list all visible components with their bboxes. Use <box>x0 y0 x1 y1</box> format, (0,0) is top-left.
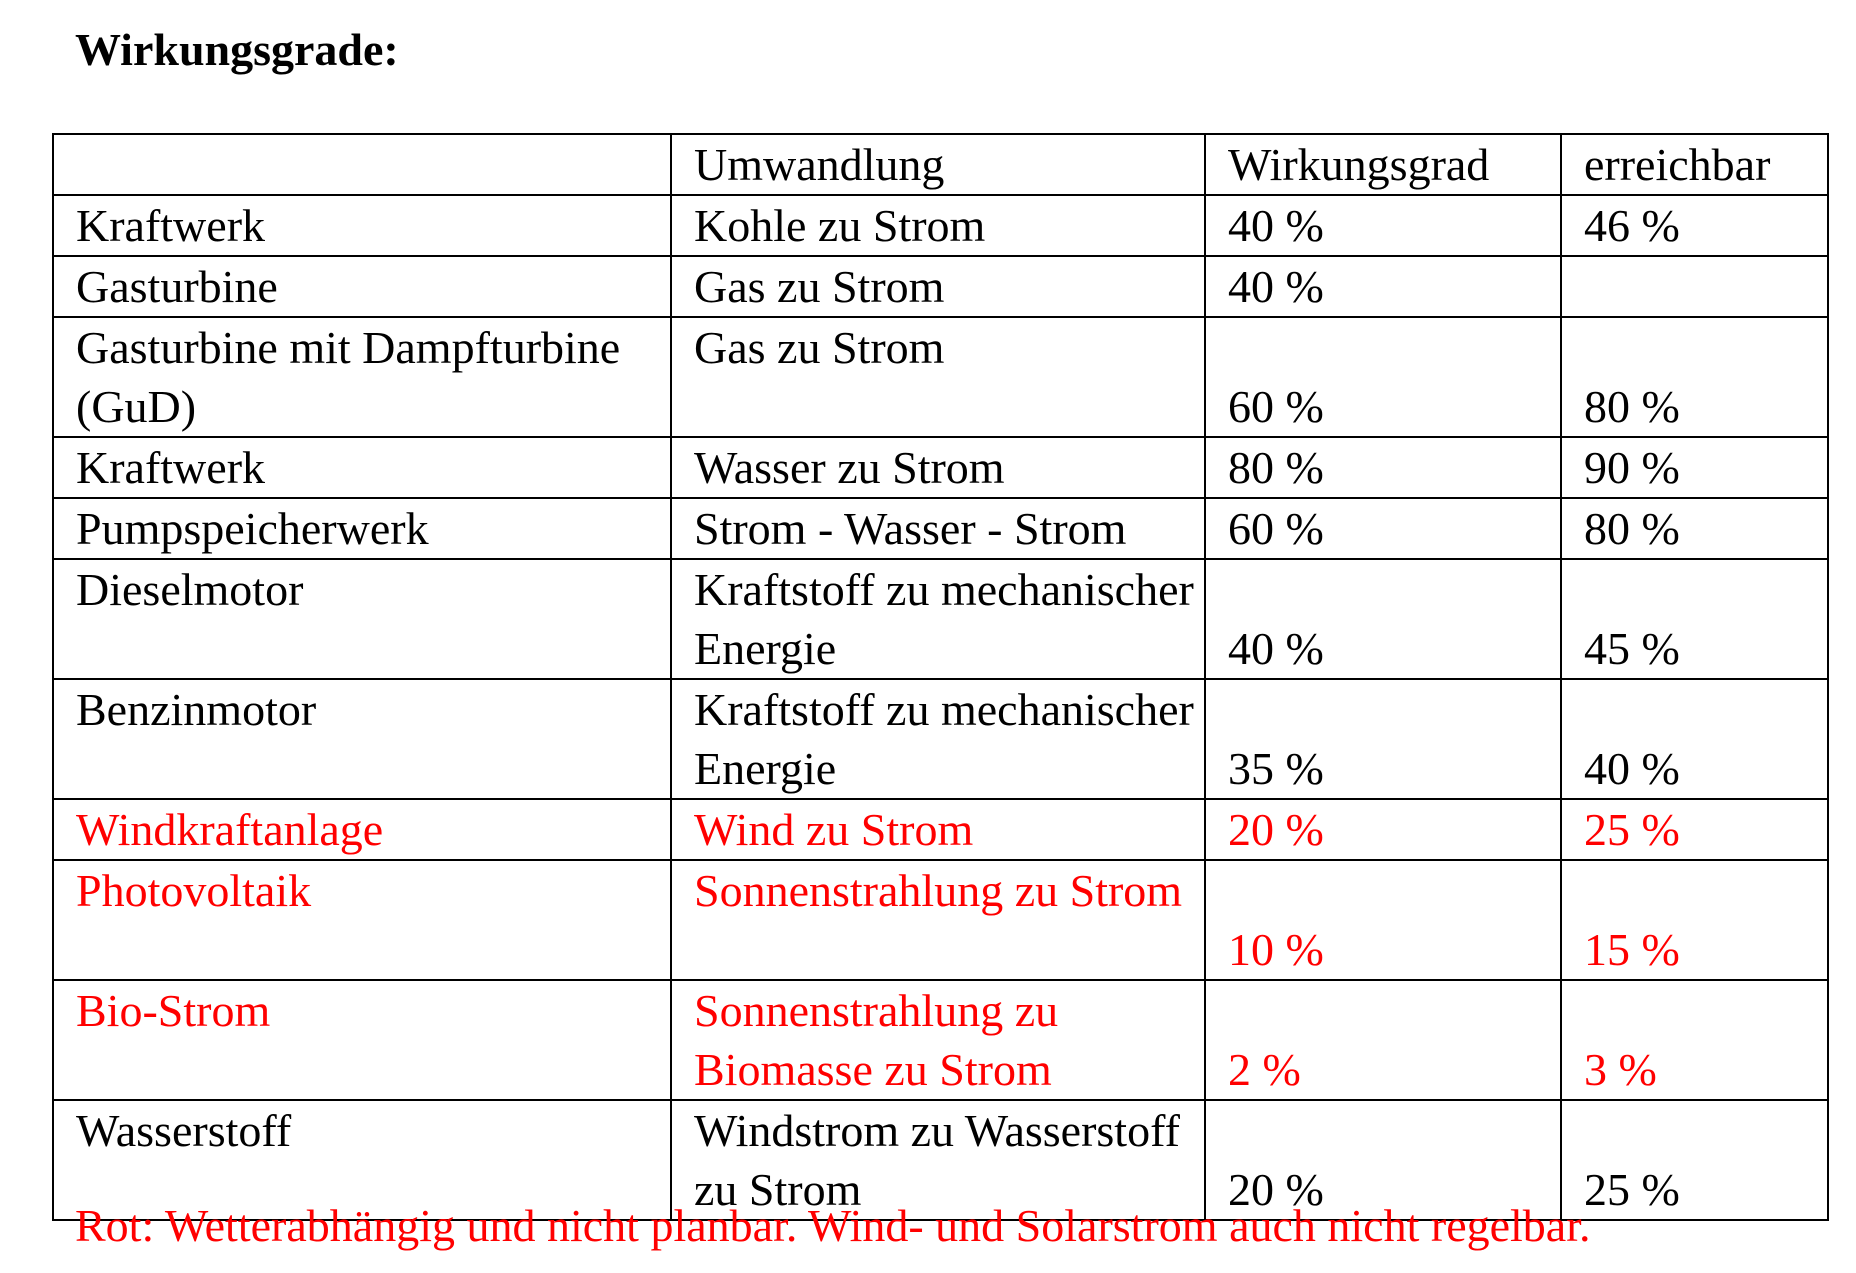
table-row <box>53 679 1828 799</box>
table-row-weather-dependent <box>53 980 1828 1100</box>
row-conversion-cell: Kraftstoff zu mechanischer Energie <box>671 679 1205 799</box>
header-cell-efficiency: Wirkungsgrad <box>1205 134 1561 195</box>
row-efficiency-cell: 40 % <box>1205 195 1561 256</box>
row-name-cell: Gasturbine <box>53 256 671 317</box>
row-achievable-cell: 25 % <box>1561 1100 1828 1220</box>
row-name-cell: Kraftwerk <box>53 195 671 256</box>
page-title: Wirkungsgrade: <box>75 24 399 75</box>
row-achievable-cell: 45 % <box>1561 559 1828 679</box>
row-conversion-cell: Wasser zu Strom <box>671 437 1205 498</box>
table-row <box>53 256 1828 317</box>
row-efficiency-cell: 2 % <box>1205 980 1561 1100</box>
efficiency-table <box>52 133 1829 1221</box>
row-achievable-cell <box>1561 256 1828 317</box>
row-efficiency-cell: 60 % <box>1205 317 1561 437</box>
row-conversion-cell: Windstrom zu Wasserstoff zu Strom <box>671 1100 1205 1220</box>
row-conversion-cell: Kohle zu Strom <box>671 195 1205 256</box>
table-row <box>53 437 1828 498</box>
row-efficiency-cell: 20 % <box>1205 799 1561 860</box>
row-conversion-cell: Gas zu Strom <box>671 256 1205 317</box>
row-name-cell: Wasserstoff <box>53 1100 671 1220</box>
row-name-cell: Gasturbine mit Dampfturbine (GuD) <box>53 317 671 437</box>
row-achievable-cell: 15 % <box>1561 860 1828 980</box>
row-achievable-cell: 80 % <box>1561 317 1828 437</box>
row-achievable-cell: 46 % <box>1561 195 1828 256</box>
row-name-cell: Kraftwerk <box>53 437 671 498</box>
table-row <box>53 559 1828 679</box>
row-conversion-cell: Sonnenstrahlung zu Strom <box>671 860 1205 980</box>
row-efficiency-cell: 40 % <box>1205 256 1561 317</box>
row-efficiency-cell: 10 % <box>1205 860 1561 980</box>
header-cell-empty <box>53 134 671 195</box>
header-cell-achievable: erreichbar <box>1561 134 1828 195</box>
row-achievable-cell: 25 % <box>1561 799 1828 860</box>
row-efficiency-cell: 80 % <box>1205 437 1561 498</box>
table-header-row <box>53 134 1828 195</box>
row-name-cell: Benzinmotor <box>53 679 671 799</box>
row-conversion-cell: Gas zu Strom <box>671 317 1205 437</box>
row-conversion-cell: Strom - Wasser - Strom <box>671 498 1205 559</box>
row-name-cell: Bio-Strom <box>53 980 671 1100</box>
row-efficiency-cell: 40 % <box>1205 559 1561 679</box>
row-efficiency-cell: 60 % <box>1205 498 1561 559</box>
row-conversion-cell: Wind zu Strom <box>671 799 1205 860</box>
row-achievable-cell: 3 % <box>1561 980 1828 1100</box>
row-achievable-cell: 80 % <box>1561 498 1828 559</box>
row-achievable-cell: 90 % <box>1561 437 1828 498</box>
header-cell-conversion: Umwandlung <box>671 134 1205 195</box>
row-name-cell: Photovoltaik <box>53 860 671 980</box>
row-achievable-cell: 40 % <box>1561 679 1828 799</box>
table-row-weather-dependent <box>53 799 1828 860</box>
footnote: Rot: Wetterabhängig und nicht planbar. Wind- und Solarstrom auch nicht regelbar. <box>75 1200 1591 1251</box>
table-row-weather-dependent <box>53 860 1828 980</box>
row-conversion-cell: Kraftstoff zu mechanischer Energie <box>671 559 1205 679</box>
table-row <box>53 195 1828 256</box>
row-name-cell: Dieselmotor <box>53 559 671 679</box>
row-efficiency-cell: 35 % <box>1205 679 1561 799</box>
row-conversion-cell: Sonnenstrahlung zu Biomasse zu Strom <box>671 980 1205 1100</box>
row-name-cell: Pumpspeicherwerk <box>53 498 671 559</box>
table-row <box>53 317 1828 437</box>
row-efficiency-cell: 20 % <box>1205 1100 1561 1220</box>
row-name-cell: Windkraftanlage <box>53 799 671 860</box>
table-row <box>53 498 1828 559</box>
